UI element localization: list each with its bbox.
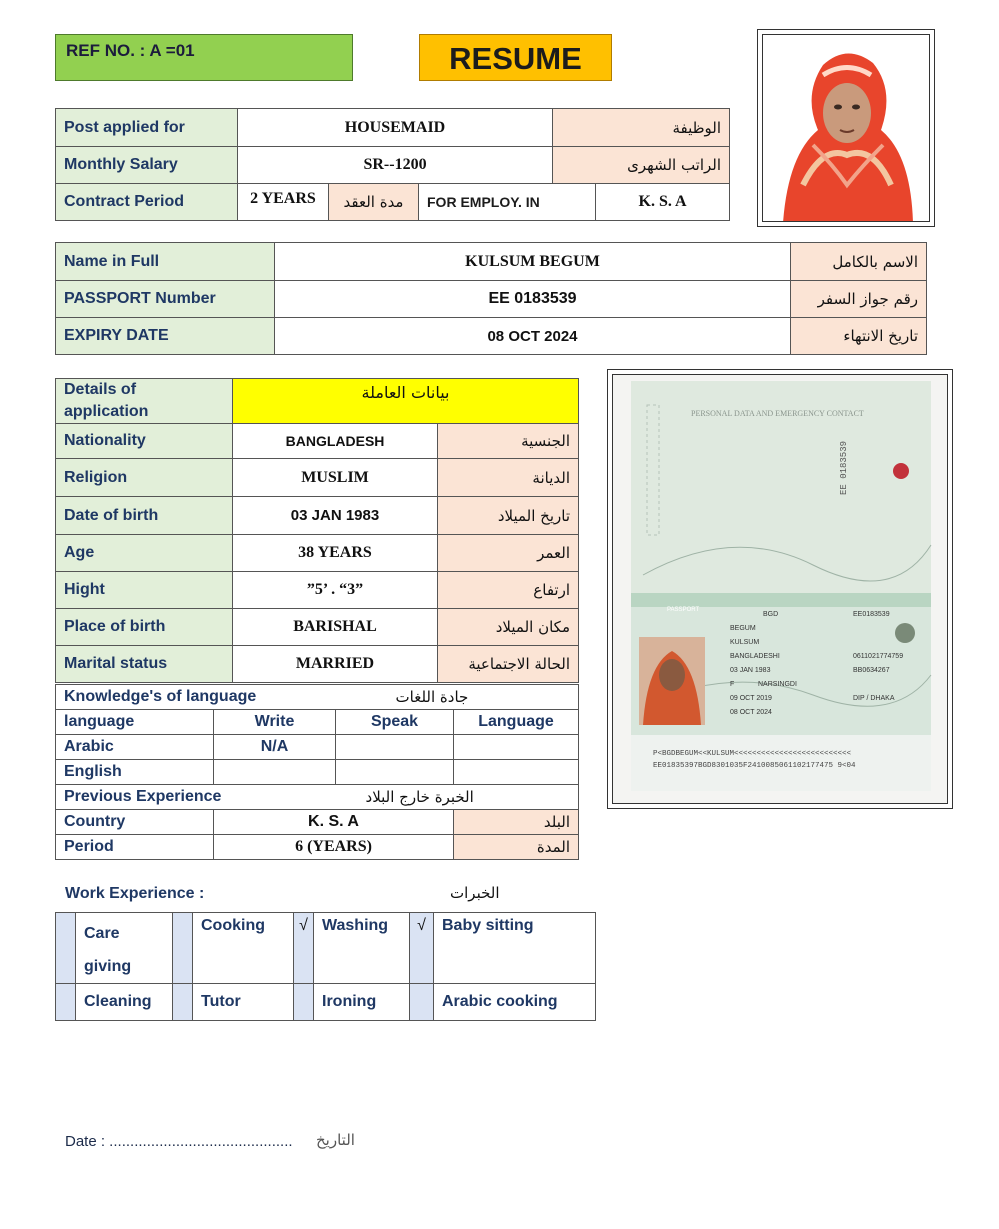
details-header-label: Details of application: [56, 379, 233, 424]
arabic-cooking-check[interactable]: [410, 984, 434, 1021]
date-ar: التاريخ: [316, 1131, 355, 1149]
name-value: KULSUM BEGUM: [275, 243, 791, 281]
language-title-ar: جادة اللغات: [336, 685, 579, 710]
skill-ironing: Ironing: [314, 984, 410, 1021]
expiry-label: EXPIRY DATE: [56, 318, 275, 355]
nationality-ar: الجنسية: [438, 424, 579, 459]
expiry-value: 08 OCT 2024: [275, 318, 791, 355]
skill-tutor: Tutor: [193, 984, 294, 1021]
expiry-ar: تاريخ الانتهاء: [791, 318, 927, 355]
passport-authority: DIP / DHAKA: [853, 695, 895, 702]
country-value: K. S. A: [214, 810, 454, 835]
applicant-portrait-icon: [763, 35, 930, 222]
height-value: ”5’ . “3”: [233, 572, 438, 609]
name-ar: الاسم بالكامل: [791, 243, 927, 281]
passport-surname: BEGUM: [730, 625, 756, 632]
contract-value: 2 YEARS: [238, 184, 329, 221]
marital-ar: الحالة الاجتماعية: [438, 646, 579, 683]
identity-table: [55, 242, 927, 355]
marital-label: Marital status: [56, 646, 233, 683]
english-language: [454, 760, 579, 785]
period-ar: المدة: [454, 835, 579, 860]
arabic-language: [454, 735, 579, 760]
passport-expiry: 08 OCT 2024: [730, 709, 772, 716]
ref-no-box: [55, 34, 353, 81]
col-language-2: Language: [454, 710, 579, 735]
col-write: Write: [214, 710, 336, 735]
passport-image-icon: [613, 375, 947, 803]
col-speak: Speak: [336, 710, 454, 735]
contract-label: Contract Period: [56, 184, 238, 221]
passport-mrz-2: EE01835397BGD8301035F2410085061102177475 9<04: [653, 762, 856, 770]
ironing-check[interactable]: [294, 984, 314, 1021]
passport-issue: 09 OCT 2019: [730, 695, 772, 702]
details-header-ar: بيانات العاملة: [233, 379, 579, 424]
skill-care-giving: [76, 913, 173, 984]
experience-title: Previous Experience: [56, 785, 336, 810]
age-label: Age: [56, 535, 233, 572]
height-label: Hight: [56, 572, 233, 609]
skill-arabic-cooking: Arabic cooking: [434, 984, 596, 1021]
period-value: 6 (YEARS): [214, 835, 454, 860]
passport-side-number: EE 0183539: [839, 440, 849, 495]
skill-cleaning: Cleaning: [76, 984, 173, 1021]
work-title-ar: الخبرات: [450, 884, 500, 902]
post-table: [55, 108, 730, 221]
passport-pob: NARSINGDI: [758, 681, 797, 688]
language-table: [55, 684, 579, 860]
passport-scan-frame: [607, 369, 953, 809]
passport-number: EE0183539: [853, 611, 890, 618]
dob-label: Date of birth: [56, 497, 233, 535]
baby-sitting-check[interactable]: √: [410, 913, 434, 984]
passport-word: PASSPORT: [667, 607, 700, 613]
english-speak: [336, 760, 454, 785]
skill-care-line2: giving: [84, 958, 132, 975]
english-label: English: [56, 760, 214, 785]
passport-page-title: PERSONAL DATA AND EMERGENCY CONTACT: [691, 409, 864, 418]
post-value: HOUSEMAID: [238, 109, 553, 147]
language-title: Knowledge's of language: [56, 685, 336, 710]
work-table: [55, 912, 596, 1021]
post-label: Post applied for: [56, 109, 238, 147]
arabic-speak: [336, 735, 454, 760]
contract-ar: مدة العقد: [329, 184, 419, 221]
age-ar: العمر: [438, 535, 579, 572]
date-label: Date : ............................................: [65, 1133, 293, 1150]
skill-cooking: Cooking: [193, 913, 294, 984]
cleaning-check[interactable]: [56, 984, 76, 1021]
employ-label: FOR EMPLOY. IN: [419, 184, 596, 221]
arabic-label: Arabic: [56, 735, 214, 760]
english-write: [214, 760, 336, 785]
work-title: Work Experience :: [65, 885, 205, 902]
period-label: Period: [56, 835, 214, 860]
dob-value: 03 JAN 1983: [233, 497, 438, 535]
passport-value: EE 0183539: [275, 281, 791, 318]
passport-scan: [612, 374, 948, 804]
skill-baby-sitting: Baby sitting: [434, 913, 596, 984]
col-language: language: [56, 710, 214, 735]
applicant-photo-frame: [757, 29, 935, 227]
details-table: [55, 378, 579, 683]
skill-care-line1: Care: [84, 925, 120, 942]
passport-ar: رقم جواز السفر: [791, 281, 927, 318]
nationality-label: Nationality: [56, 424, 233, 459]
tutor-check[interactable]: [173, 984, 193, 1021]
cooking-check[interactable]: [173, 913, 193, 984]
religion-ar: الديانة: [438, 459, 579, 497]
washing-check[interactable]: √: [294, 913, 314, 984]
resume-title: RESUME: [449, 41, 582, 76]
pob-ar: مكان الميلاد: [438, 609, 579, 646]
employ-value: K. S. A: [596, 184, 730, 221]
pob-value: BARISHAL: [233, 609, 438, 646]
country-label: Country: [56, 810, 214, 835]
passport-given: KULSUM: [730, 639, 760, 646]
age-value: 38 YEARS: [233, 535, 438, 572]
passport-dob: 03 JAN 1983: [730, 667, 771, 674]
height-ar: ارتفاع: [438, 572, 579, 609]
religion-value: MUSLIM: [233, 459, 438, 497]
passport-label: PASSPORT Number: [56, 281, 275, 318]
pob-label: Place of birth: [56, 609, 233, 646]
resume-title-box: [419, 34, 612, 81]
care-giving-check[interactable]: [56, 913, 76, 984]
arabic-write: N/A: [214, 735, 336, 760]
post-ar: الوظيفة: [553, 109, 730, 147]
passport-code: BGD: [763, 611, 779, 618]
passport-nationality: BANGLADESHI: [730, 653, 780, 660]
religion-label: Religion: [56, 459, 233, 497]
skill-washing: Washing: [314, 913, 410, 984]
marital-value: MARRIED: [233, 646, 438, 683]
nationality-value: BANGLADESH: [233, 424, 438, 459]
applicant-photo: [762, 34, 930, 222]
country-ar: البلد: [454, 810, 579, 835]
salary-ar: الراتب الشهرى: [553, 147, 730, 184]
salary-value: SR--1200: [238, 147, 553, 184]
name-label: Name in Full: [56, 243, 275, 281]
ref-no: REF NO. : A =01: [66, 41, 195, 60]
passport-pid: 0611021774759: [853, 653, 904, 660]
passport-prev: BB0634267: [853, 667, 890, 674]
passport-mrz-1: P<BGDBEGUM<<KULSUM<<<<<<<<<<<<<<<<<<<<<<<<<<: [653, 750, 852, 758]
passport-sex: F: [730, 681, 735, 688]
experience-title-ar: الخبرة خارج البلاد: [336, 785, 579, 810]
salary-label: Monthly Salary: [56, 147, 238, 184]
dob-ar: تاريخ الميلاد: [438, 497, 579, 535]
